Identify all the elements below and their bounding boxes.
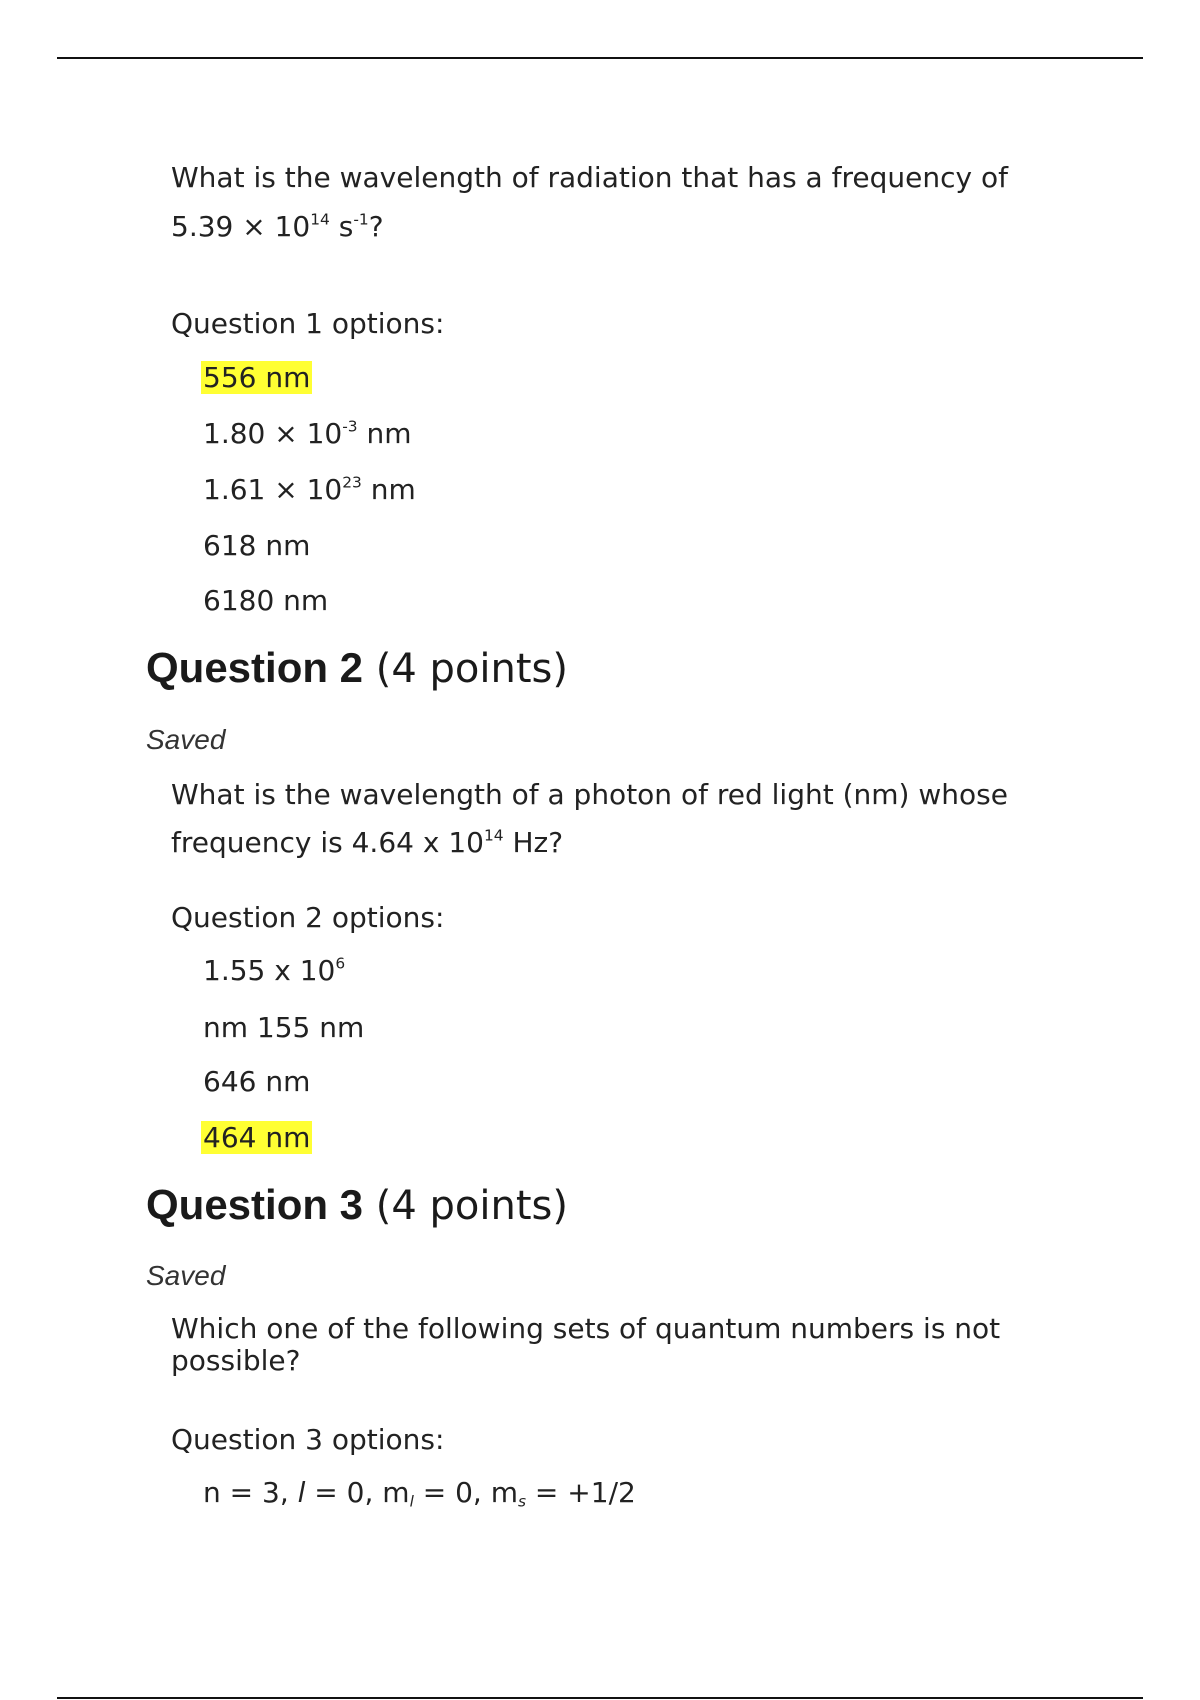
option-value: 464 nm <box>203 1121 311 1154</box>
top-rule <box>57 57 1143 59</box>
question-3-title: Question 3 <box>146 1181 364 1228</box>
q1-unit-exponent: -1 <box>353 210 369 229</box>
question-1-line-1: What is the wavelength of radiation that has a frequency of <box>171 161 1008 194</box>
question-3-line-1: Which one of the following sets of quantum numbers is not <box>171 1312 1001 1345</box>
question-2-line-1: What is the wavelength of a photon of red light (nm) whose <box>171 778 1008 811</box>
option-ml-subscript: l <box>409 1492 414 1511</box>
question-2-title: Question 2 <box>146 644 364 691</box>
option-value: 556 nm <box>203 361 311 394</box>
option-value: 646 nm <box>203 1065 311 1098</box>
question-1-options <box>203 362 416 617</box>
option-unit: nm <box>357 417 412 450</box>
question-3-points: (4 points) <box>363 1183 568 1229</box>
question-1-options-label: Question 1 options: <box>171 307 445 340</box>
option[interactable] <box>203 1477 636 1509</box>
option[interactable] <box>203 1122 364 1154</box>
question-1-line-2 <box>171 202 1008 251</box>
option-exponent: 6 <box>335 954 346 973</box>
question-3-options-label: Question 3 options: <box>171 1423 445 1456</box>
question-2-options-label: Question 2 options: <box>171 901 445 934</box>
question-1-text <box>171 153 1008 251</box>
option-text-selected <box>201 1121 312 1154</box>
question-2-line-2 <box>171 819 1008 867</box>
option[interactable] <box>203 474 416 506</box>
q2-frequency-base: frequency is 4.64 x 10 <box>171 826 484 859</box>
option-value: 618 nm <box>203 529 311 562</box>
bottom-rule <box>57 1697 1143 1699</box>
option[interactable] <box>203 585 416 617</box>
question-3-line-2: possible? <box>171 1344 301 1377</box>
question-3-options <box>203 1477 636 1509</box>
option-exponent: -3 <box>342 417 358 436</box>
option-exponent: 23 <box>342 473 362 492</box>
q1-frequency-unit: s <box>338 210 354 243</box>
q1-question-mark: ? <box>368 210 384 243</box>
option-text-selected <box>201 361 312 394</box>
option-ms-part: = +1/2 <box>526 1476 636 1509</box>
option-value: 1.61 × 10 <box>203 473 343 506</box>
question-2-text <box>171 771 1008 867</box>
option-ms-subscript: s <box>518 1492 527 1511</box>
option[interactable] <box>203 530 416 562</box>
option-n: n = 3, <box>203 1476 298 1509</box>
question-3-status: Saved <box>146 1260 226 1291</box>
question-2-status: Saved <box>146 724 226 755</box>
option[interactable] <box>203 1066 364 1098</box>
option-value: 1.80 × 10 <box>203 417 343 450</box>
option-l-symbol: l <box>297 1476 306 1509</box>
option-value: 6180 nm <box>203 584 329 617</box>
option[interactable] <box>203 362 416 394</box>
option-value: nm 155 nm <box>203 1011 365 1044</box>
q1-frequency-base: 5.39 × 10 <box>171 210 311 243</box>
question-3-heading <box>146 1181 568 1230</box>
option[interactable] <box>203 418 416 450</box>
option-ml-part: = 0, m <box>413 1476 518 1509</box>
q2-frequency-exponent: 14 <box>483 826 504 845</box>
option[interactable] <box>203 955 364 987</box>
question-2-options <box>203 955 364 1154</box>
option-l-part: = 0, m <box>305 1476 410 1509</box>
question-2-points: (4 points) <box>363 646 568 692</box>
question-2-heading <box>146 644 568 693</box>
q2-frequency-unit: Hz? <box>503 826 564 859</box>
option-value: 1.55 x 10 <box>203 954 336 987</box>
option[interactable] <box>203 1012 364 1044</box>
option-unit: nm <box>361 473 416 506</box>
question-3-text <box>171 1313 1000 1377</box>
q1-frequency-exponent: 14 <box>310 210 330 229</box>
